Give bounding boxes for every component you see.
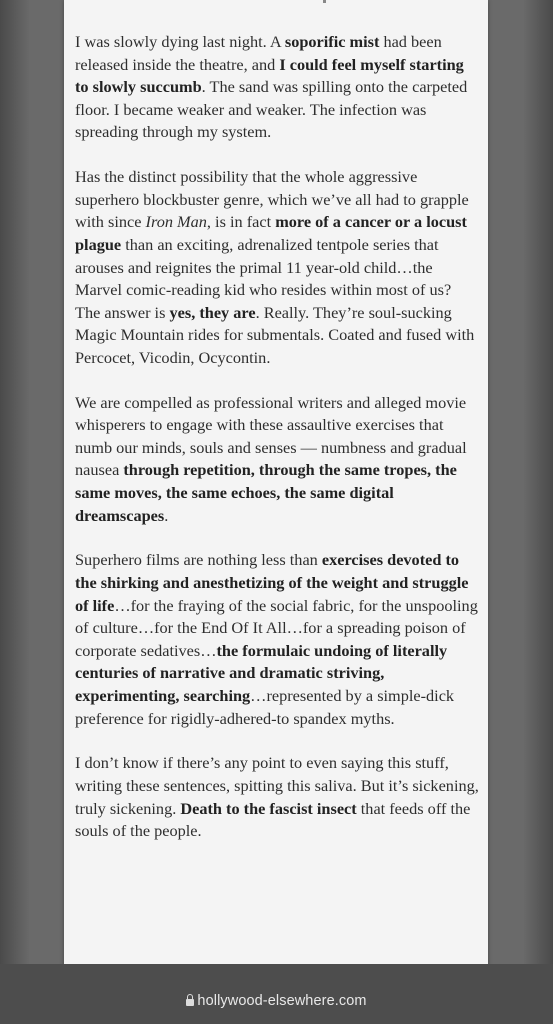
lock-icon — [186, 999, 194, 1006]
article-paragraph-5 — [75, 752, 479, 842]
article-page — [64, 0, 488, 970]
paragraph-text: I was slowly dying last night. A — [75, 32, 285, 51]
paragraph-text: …represented by a simple-dick preference for rigidly-adhered-to spandex myths. — [75, 686, 455, 728]
paragraph-bold-text: yes, they are — [169, 302, 256, 322]
paragraph-bold-text: Death to the fascist insect — [180, 798, 357, 818]
paragraph-text: had been released inside the theatre, and — [75, 32, 442, 74]
paragraph-text: We are compelled as professional writers and alleged movie whisperers to engage with these assaultive exercises that numb our minds, souls and senses — numbness and gradual nausea — [75, 392, 467, 480]
paragraph-text: Superhero films are nothing less than — [75, 550, 322, 570]
paragraph-text: than an exciting, adrenalized tentpole series that arouses and reignites the primal 11 year-old child…the Marvel comic-reading kid who resides within most of us? The answer is — [75, 234, 452, 322]
paragraph-bold-text: the formulaic undoing of literally centuries of narrative and dramatic striving, experimenting, searching — [75, 640, 448, 705]
paragraph-text: . — [164, 505, 169, 525]
article-body — [75, 31, 479, 865]
paragraph-text: that feeds off the souls of the people. — [75, 798, 471, 841]
paragraph-bold-text: more of a cancer or a locust plague — [75, 212, 467, 254]
paragraph-text: . The sand was spilling onto the carpeted floor. I became weaker and weaker. The infection was spreading through my system. — [75, 77, 468, 142]
paragraph-text: Has the distinct possibility that the whole aggressive superhero blockbuster genre, which we’ve all had to grapple with since — [75, 167, 469, 232]
paragraph-text: …for the fraying of the social fabric, for the unspooling of culture…for the End Of It All…for a spreading poison of corporate sedatives… — [75, 595, 478, 660]
paragraph-bold-text: soporific mist — [284, 32, 380, 51]
paragraph-text: , is in fact — [206, 212, 276, 232]
paragraph-bold-text: through repetition, through the same tropes, the same moves, the same echoes, the same digital dreamscapes — [75, 460, 457, 525]
article-paragraph-3 — [75, 392, 479, 528]
paragraph-bold-text: exercises devoted to the shirking and anesthetizing of the weight and struggle of life — [75, 550, 469, 615]
paragraph-italic-text: Iron Man — [145, 212, 207, 232]
paragraph-text: I don’t know if there’s any point to even saying this stuff, writing these sentences, spitting this saliva. But it’s sickening, truly sickening. — [75, 753, 479, 818]
page-top-mark — [323, 0, 326, 3]
article-paragraph-1 — [75, 31, 479, 144]
address-bar-url[interactable] — [0, 993, 553, 1009]
paragraph-text: . Really. They’re soul-sucking Magic Mountain rides for submentals. Coated and fused with Percocet, Vicodin, Ocycontin. — [75, 302, 475, 367]
article-paragraph-2 — [75, 166, 479, 369]
url-text: hollywood-elsewhere.com — [197, 993, 367, 1009]
paragraph-bold-text: I could feel myself starting to slowly succumb — [75, 54, 464, 97]
article-paragraph-4 — [75, 549, 479, 730]
